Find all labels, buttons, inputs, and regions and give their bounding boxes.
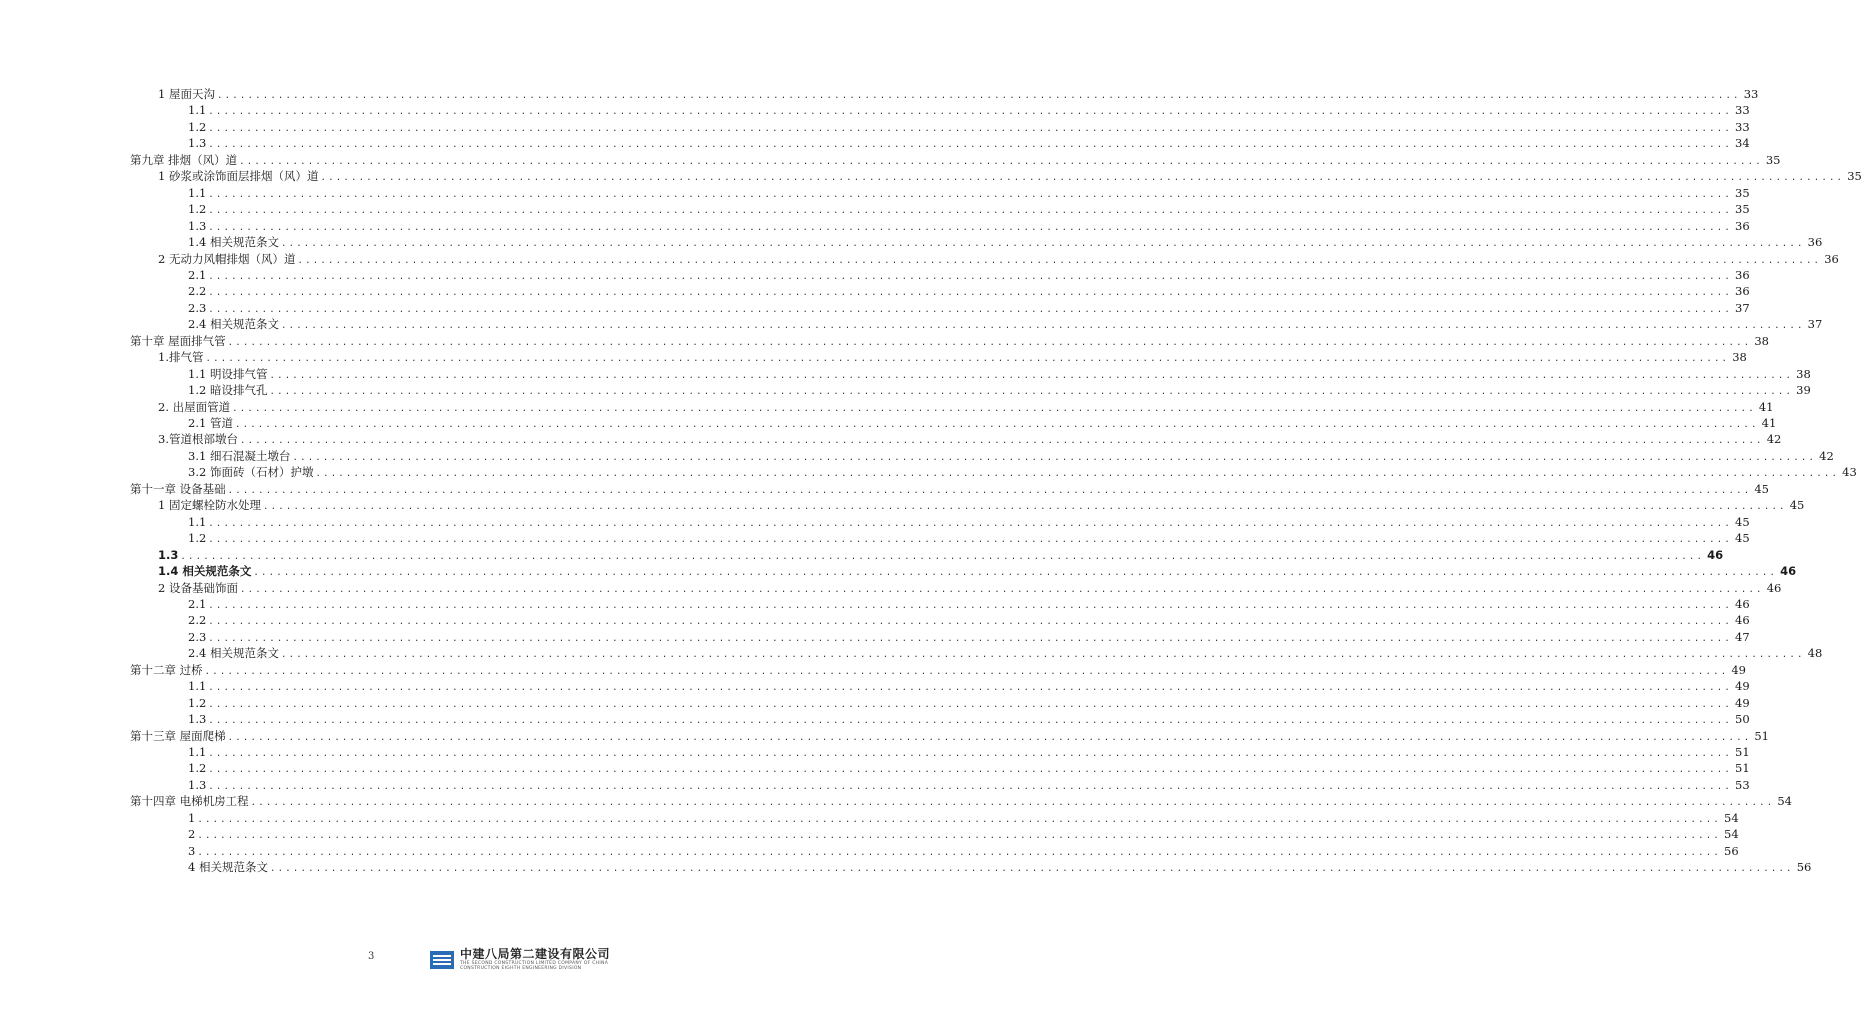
toc-entry-page: 48 bbox=[1807, 646, 1823, 661]
toc-entry[interactable] bbox=[188, 415, 1777, 431]
toc-entry[interactable] bbox=[188, 596, 1750, 612]
toc-entry-page: 33 bbox=[1735, 119, 1750, 134]
toc-entry-page: 50 bbox=[1735, 712, 1750, 727]
toc-leader-dots: ........................................................................................................................................................................................................ bbox=[197, 831, 1722, 842]
toc-entry[interactable] bbox=[158, 349, 1747, 365]
toc-leader-dots: ........................................................................................................................................................................................................ bbox=[280, 321, 1805, 332]
toc-entry-title: 第十四章 电梯机房工程 bbox=[130, 794, 249, 809]
toc-leader-dots: ........................................................................................................................................................................................................ bbox=[269, 864, 1794, 875]
toc-entry[interactable] bbox=[188, 810, 1739, 826]
toc-entry[interactable] bbox=[188, 744, 1750, 760]
toc-entry-title: 第十一章 设备基础 bbox=[130, 481, 226, 496]
toc-entry[interactable] bbox=[188, 464, 1857, 480]
toc-entry-page: 41 bbox=[1758, 399, 1774, 414]
toc-entry-page: 53 bbox=[1735, 777, 1750, 792]
toc-leader-dots: ........................................................................................................................................................................................................ bbox=[297, 255, 1822, 266]
toc-entry-title: 1.1 bbox=[188, 103, 207, 118]
company-name-en-line1: THE SECOND CONSTRUCTION LIMITED COMPANY OF CHINA bbox=[460, 961, 609, 966]
toc-entry[interactable] bbox=[188, 366, 1811, 382]
toc-entry-title: 1 固定螺栓防水处理 bbox=[158, 498, 261, 513]
toc-entry-page: 45 bbox=[1735, 514, 1750, 529]
toc-leader-dots: ........................................................................................................................................................................................................ bbox=[208, 781, 1732, 792]
toc-entry-title: 1.3 bbox=[188, 712, 207, 727]
toc-entry-title: 2.2 bbox=[188, 284, 207, 299]
toc-entry-title: 第十章 屋面排气管 bbox=[130, 333, 226, 348]
toc-leader-dots: ........................................................................................................................................................................................................ bbox=[280, 239, 1805, 250]
toc-entry[interactable] bbox=[188, 185, 1750, 201]
toc-entry[interactable] bbox=[158, 547, 1724, 563]
toc-leader-dots: ........................................................................................................................................................................................................ bbox=[197, 847, 1722, 858]
toc-entry[interactable] bbox=[188, 267, 1750, 283]
toc-leader-dots: ........................................................................................................................................................................................................ bbox=[208, 222, 1732, 233]
toc-entry[interactable] bbox=[188, 316, 1823, 332]
toc-entry-page: 56 bbox=[1724, 843, 1739, 858]
toc-entry-title: 1 砂浆或涂饰面层排烟（风）道 bbox=[158, 169, 319, 184]
toc-entry-title: 第九章 排烟（风）道 bbox=[130, 152, 238, 167]
toc-entry[interactable] bbox=[188, 135, 1750, 151]
toc-entry-title: 1.1 bbox=[188, 745, 207, 759]
toc-entry[interactable] bbox=[188, 629, 1750, 645]
toc-entry-page: 45 bbox=[1735, 531, 1750, 546]
toc-entry-page: 38 bbox=[1732, 350, 1747, 365]
toc-leader-dots: ........................................................................................................................................................................................................ bbox=[216, 91, 1741, 101]
toc-leader-dots: ........................................................................................................................................................................................................ bbox=[253, 568, 1778, 579]
toc-entry-title: 3.管道根部墩台 bbox=[158, 432, 238, 447]
toc-entry-title: 1.3 bbox=[158, 547, 179, 562]
toc-entry[interactable] bbox=[188, 119, 1750, 135]
toc-leader-dots: ........................................................................................................................................................................................................ bbox=[208, 304, 1732, 315]
company-name-en-line2: CONSTRUCTION EIGHTH ENGINEERING DIVISION bbox=[460, 966, 582, 971]
toc-entry[interactable] bbox=[188, 859, 1812, 875]
toc-entry[interactable] bbox=[188, 102, 1750, 118]
toc-entry-title: 1.1 bbox=[188, 514, 207, 529]
toc-entry-title: 2.3 bbox=[188, 300, 207, 315]
toc-entry-page: 37 bbox=[1735, 300, 1750, 315]
toc-entry-page: 35 bbox=[1735, 185, 1750, 200]
toc-entry-title: 3.1 细石混凝土墩台 bbox=[188, 448, 291, 463]
toc-leader-dots: ........................................................................................................................................................................................................ bbox=[208, 633, 1732, 644]
toc-entry-page: 46 bbox=[1735, 596, 1750, 611]
toc-entry[interactable] bbox=[158, 251, 1839, 267]
toc-entry-page: 36 bbox=[1735, 218, 1750, 233]
toc-entry[interactable] bbox=[130, 152, 1781, 168]
toc-entry-page: 35 bbox=[1765, 152, 1781, 167]
toc-leader-dots: ........................................................................................................................................................................................................ bbox=[208, 765, 1732, 776]
toc-entry-page: 46 bbox=[1707, 547, 1724, 562]
toc-entry[interactable] bbox=[188, 777, 1750, 793]
toc-entry-page: 36 bbox=[1735, 284, 1750, 299]
toc-leader-dots: ........................................................................................................................................................................................................ bbox=[208, 749, 1732, 759]
toc-entry-title: 2 bbox=[188, 827, 196, 842]
toc-entry-page: 49 bbox=[1731, 662, 1746, 677]
toc-entry-page: 35 bbox=[1847, 169, 1862, 184]
toc-entry-page: 42 bbox=[1819, 448, 1834, 463]
toc-entry-page: 41 bbox=[1761, 416, 1777, 430]
toc-entry-title: 2 设备基础饰面 bbox=[158, 580, 238, 595]
toc-entry-title: 2.4 相关规范条文 bbox=[188, 317, 279, 332]
toc-entry-page: 49 bbox=[1735, 695, 1750, 710]
toc-leader-dots: ........................................................................................................................................................................................................ bbox=[208, 716, 1732, 727]
toc-entry-title: 1.2 暗设排气孔 bbox=[188, 383, 268, 398]
toc-leader-dots: ........................................................................................................................................................................................................ bbox=[208, 123, 1732, 134]
toc-leader-dots: ........................................................................................................................................................................................................ bbox=[208, 107, 1732, 118]
company-logo bbox=[430, 948, 610, 971]
toc-entry[interactable] bbox=[188, 514, 1750, 530]
toc-entry-title: 1.3 bbox=[188, 218, 207, 233]
toc-entry-title: 1.排气管 bbox=[158, 350, 204, 365]
toc-entry[interactable] bbox=[158, 563, 1797, 579]
toc-entry-page: 54 bbox=[1724, 827, 1739, 842]
toc-entry[interactable] bbox=[130, 481, 1769, 497]
toc-entry-title: 2.1 管道 bbox=[188, 416, 233, 430]
toc-entry-title: 2.1 bbox=[188, 596, 207, 611]
toc-leader-dots: ........................................................................................................................................................................................................ bbox=[208, 189, 1732, 200]
toc-entry-title: 1.3 bbox=[188, 777, 207, 792]
toc-leader-dots: ........................................................................................................................................................................................................ bbox=[269, 370, 1794, 381]
toc-entry-page: 35 bbox=[1735, 202, 1750, 217]
toc-entry-title: 2.1 bbox=[188, 267, 207, 282]
toc-entry-page: 38 bbox=[1754, 333, 1769, 348]
toc-leader-dots: ........................................................................................................................................................................................................ bbox=[227, 485, 1752, 496]
toc-entry[interactable] bbox=[188, 760, 1750, 776]
toc-entry[interactable] bbox=[188, 201, 1750, 217]
toc-entry-page: 49 bbox=[1735, 679, 1750, 694]
toc-entry-title: 2 无动力风帽排烟（风）道 bbox=[158, 251, 296, 266]
toc-entry[interactable] bbox=[188, 645, 1823, 661]
toc-leader-dots: ........................................................................................................................................................................................................ bbox=[180, 551, 1705, 562]
toc-entry-page: 37 bbox=[1807, 317, 1823, 332]
toc-entry[interactable] bbox=[158, 431, 1782, 447]
toc-entry[interactable] bbox=[188, 530, 1750, 546]
toc-leader-dots: ........................................................................................................................................................................................................ bbox=[204, 666, 1729, 677]
toc-leader-dots: ........................................................................................................................................................................................................ bbox=[208, 518, 1732, 529]
toc-leader-dots: ........................................................................................................................................................................................................ bbox=[269, 387, 1794, 398]
page-number: 3 bbox=[368, 951, 375, 962]
toc-leader-dots: ........................................................................................................................................................................................................ bbox=[205, 354, 1730, 365]
toc-entry-page: 54 bbox=[1777, 794, 1792, 809]
toc-entry-title: 1.2 bbox=[188, 695, 207, 710]
toc-entry[interactable] bbox=[188, 695, 1750, 711]
toc-entry-page: 36 bbox=[1735, 267, 1750, 282]
toc-entry-title: 2. 出屋面管道 bbox=[158, 399, 231, 414]
toc-leader-dots: ........................................................................................................................................................................................................ bbox=[234, 420, 1759, 430]
toc-entry-title: 2.4 相关规范条文 bbox=[188, 646, 279, 661]
toc-leader-dots: ........................................................................................................................................................................................................ bbox=[227, 732, 1752, 743]
toc-entry-page: 36 bbox=[1807, 235, 1823, 250]
toc-entry-title: 3 bbox=[188, 843, 196, 858]
toc-entry-page: 46 bbox=[1780, 564, 1797, 579]
toc-entry[interactable] bbox=[130, 793, 1792, 809]
toc-entry[interactable] bbox=[188, 218, 1750, 234]
toc-entry[interactable] bbox=[158, 497, 1805, 513]
toc-entry-title: 1 bbox=[188, 810, 196, 825]
toc-leader-dots: ........................................................................................................................................................................................................ bbox=[208, 600, 1732, 611]
toc-entry-page: 43 bbox=[1842, 465, 1857, 480]
toc-entry-page: 46 bbox=[1735, 613, 1750, 628]
toc-entry-page: 42 bbox=[1766, 432, 1782, 447]
toc-leader-dots: ........................................................................................................................................................................................................ bbox=[239, 156, 1763, 167]
toc-entry-page: 51 bbox=[1754, 728, 1769, 743]
toc-leader-dots: ........................................................................................................................................................................................................ bbox=[197, 814, 1722, 825]
toc-leader-dots: ........................................................................................................................................................................................................ bbox=[239, 436, 1764, 447]
toc-entry-page: 45 bbox=[1754, 481, 1769, 496]
toc-entry[interactable] bbox=[188, 448, 1834, 464]
toc-entry[interactable] bbox=[188, 678, 1750, 694]
toc-entry[interactable] bbox=[188, 826, 1739, 842]
toc-entry-title: 1 屋面天沟 bbox=[158, 87, 215, 101]
toc-leader-dots: ........................................................................................................................................................................................................ bbox=[208, 683, 1732, 694]
toc-entry[interactable] bbox=[188, 234, 1823, 250]
toc-leader-dots: ........................................................................................................................................................................................................ bbox=[232, 403, 1756, 414]
toc-leader-dots: ........................................................................................................................................................................................................ bbox=[208, 699, 1732, 710]
toc-leader-dots: ........................................................................................................................................................................................................ bbox=[239, 584, 1764, 595]
toc-leader-dots: ........................................................................................................................................................................................................ bbox=[320, 173, 1845, 184]
toc-entry[interactable] bbox=[158, 86, 1759, 102]
toc-entry-title: 第十三章 屋面爬梯 bbox=[130, 728, 226, 743]
toc-entry-page: 39 bbox=[1796, 383, 1811, 398]
toc-entry-title: 3.2 饰面砖（石材）护墩 bbox=[188, 465, 314, 480]
toc-leader-dots: ........................................................................................................................................................................................................ bbox=[227, 337, 1752, 348]
toc-leader-dots: ........................................................................................................................................................................................................ bbox=[315, 469, 1840, 480]
toc-entry[interactable] bbox=[188, 612, 1750, 628]
toc-entry-title: 1.4 相关规范条文 bbox=[158, 564, 252, 579]
toc-entry-page: 36 bbox=[1824, 251, 1839, 266]
toc-entry-page: 33 bbox=[1743, 87, 1759, 101]
toc-entry-title: 2.3 bbox=[188, 629, 207, 644]
toc-entry-page: 33 bbox=[1735, 103, 1750, 118]
toc-leader-dots: ........................................................................................................................................................................................................ bbox=[250, 798, 1775, 809]
toc-entry[interactable] bbox=[158, 168, 1862, 184]
toc-leader-dots: ........................................................................................................................................................................................................ bbox=[208, 206, 1732, 217]
toc-entry-title: 1.2 bbox=[188, 119, 207, 134]
toc-entry[interactable] bbox=[130, 662, 1746, 678]
toc-entry[interactable] bbox=[188, 843, 1739, 859]
toc-entry-title: 1.2 bbox=[188, 761, 207, 776]
toc-entry-title: 1.1 bbox=[188, 679, 207, 694]
toc-leader-dots: ........................................................................................................................................................................................................ bbox=[208, 535, 1732, 546]
toc-entry-page: 46 bbox=[1766, 580, 1782, 595]
toc-entry[interactable] bbox=[158, 399, 1774, 415]
company-logo-icon bbox=[430, 951, 454, 969]
company-name-cn: 中建八局第二建设有限公司 bbox=[460, 947, 611, 961]
toc-entry-title: 1.4 相关规范条文 bbox=[188, 235, 279, 250]
toc-leader-dots: ........................................................................................................................................................................................................ bbox=[208, 140, 1732, 151]
toc-entry-page: 56 bbox=[1796, 860, 1812, 875]
toc-entry-page: 45 bbox=[1789, 498, 1805, 513]
toc-entry-page: 38 bbox=[1796, 366, 1811, 381]
toc-entry[interactable] bbox=[130, 728, 1769, 744]
toc-leader-dots: ........................................................................................................................................................................................................ bbox=[292, 452, 1817, 463]
toc-entry-title: 4 相关规范条文 bbox=[188, 860, 268, 875]
toc-entry-page: 54 bbox=[1724, 810, 1739, 825]
toc-entry[interactable] bbox=[188, 711, 1750, 727]
toc-leader-dots: ........................................................................................................................................................................................................ bbox=[262, 502, 1787, 513]
toc-leader-dots: ........................................................................................................................................................................................................ bbox=[208, 617, 1732, 628]
toc-entry-title: 2.2 bbox=[188, 613, 207, 628]
toc-entry-page: 47 bbox=[1735, 629, 1750, 644]
toc-entry[interactable] bbox=[188, 283, 1750, 299]
toc-entry-title: 1.2 bbox=[188, 202, 207, 217]
toc-entry[interactable] bbox=[130, 333, 1769, 349]
toc-entry-title: 1.2 bbox=[188, 531, 207, 546]
toc-leader-dots: ........................................................................................................................................................................................................ bbox=[280, 650, 1805, 661]
toc-entry-page: 34 bbox=[1735, 136, 1750, 151]
toc-entry-title: 第十二章 过桥 bbox=[130, 662, 203, 677]
toc-entry-page: 51 bbox=[1735, 745, 1750, 759]
toc-entry[interactable] bbox=[188, 300, 1750, 316]
toc-entry[interactable] bbox=[188, 382, 1811, 398]
toc-entry-title: 1.3 bbox=[188, 136, 207, 151]
toc-entry[interactable] bbox=[158, 580, 1782, 596]
toc-leader-dots: ........................................................................................................................................................................................................ bbox=[208, 288, 1732, 299]
toc-entry-page: 51 bbox=[1735, 761, 1750, 776]
toc-leader-dots: ........................................................................................................................................................................................................ bbox=[208, 271, 1732, 282]
toc-entry-title: 1.1 明设排气管 bbox=[188, 366, 268, 381]
toc-entry-title: 1.1 bbox=[188, 185, 207, 200]
